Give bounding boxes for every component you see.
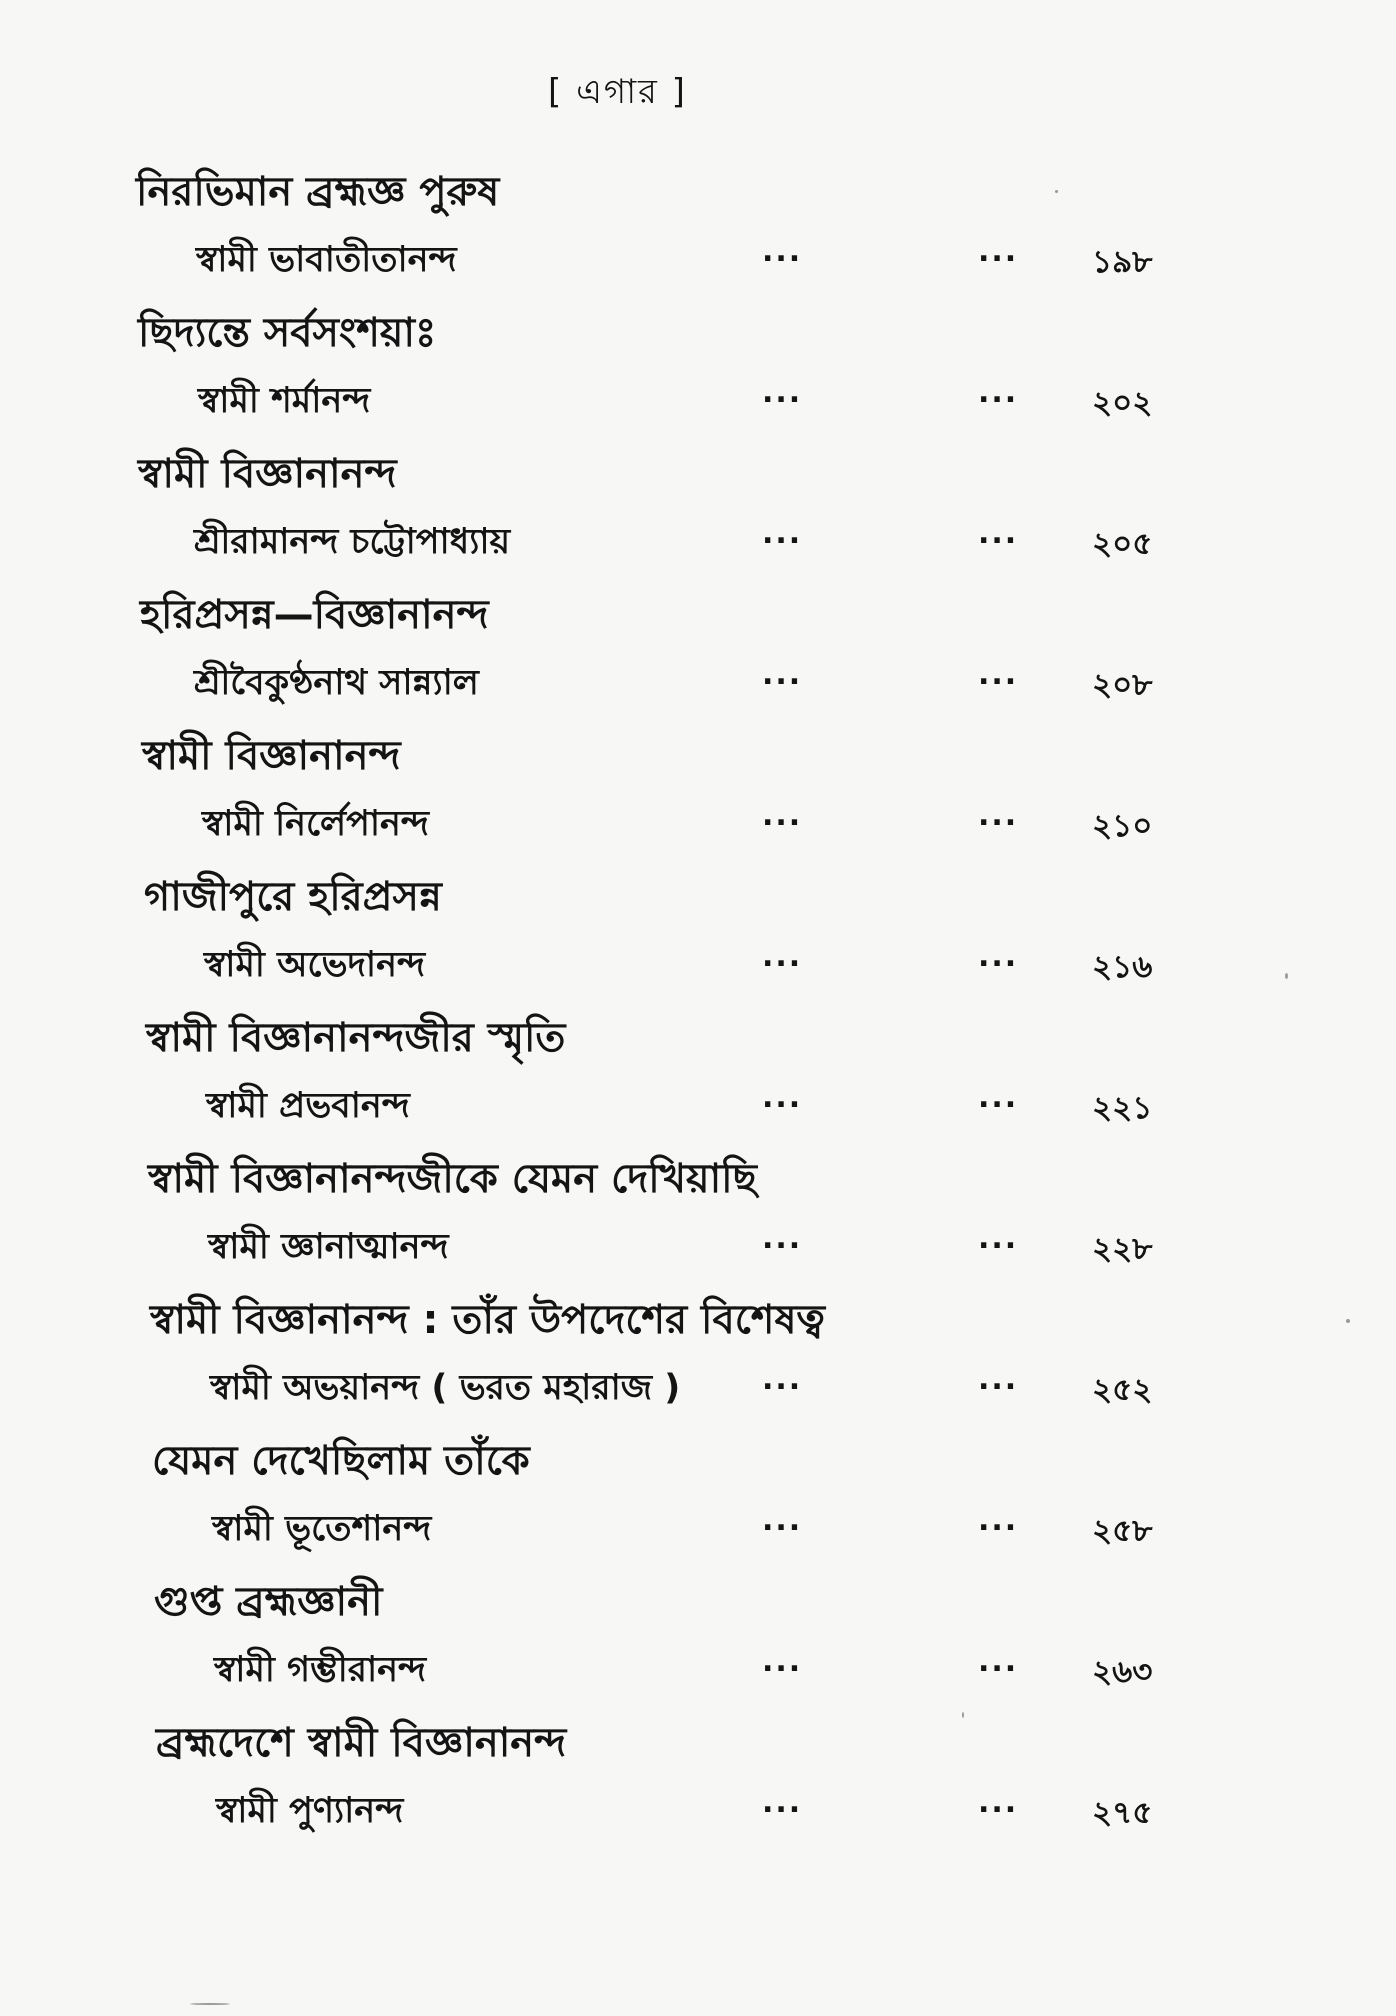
toc-entry — [0, 442, 1396, 583]
entry-author: স্বামী অভেদানন্দ — [204, 945, 426, 985]
paper-speck — [1055, 190, 1058, 193]
entry-title: ব্রহ্মদেশে স্বামী বিজ্ঞানানন্দ — [156, 1720, 567, 1766]
dot-leader: ... — [762, 939, 803, 974]
page-number: ২২৮ — [1092, 1231, 1153, 1267]
toc-entry — [0, 1429, 1396, 1570]
toc-entry — [0, 724, 1396, 865]
dot-leader: ... — [762, 375, 803, 410]
entry-title: স্বামী বিজ্ঞানানন্দজীকে যেমন দেখিয়াছি — [148, 1156, 757, 1202]
dot-leader: ... — [978, 939, 1019, 974]
toc-entry — [0, 1006, 1396, 1147]
entry-title: স্বামী বিজ্ঞানানন্দ — [142, 733, 401, 779]
toc-entry — [0, 160, 1396, 301]
paper-speck — [1346, 1319, 1350, 1323]
page-number: ২০৫ — [1092, 526, 1153, 562]
page-number: ২৫৮ — [1092, 1513, 1153, 1549]
page-number: ২৭৫ — [1092, 1795, 1153, 1831]
dot-leader: ... — [762, 1221, 803, 1256]
page-number: ২৬৩ — [1092, 1654, 1153, 1690]
dot-leader: ... — [762, 516, 803, 551]
entry-author: স্বামী শর্মানন্দ — [198, 381, 371, 421]
entry-title: গুপ্ত ব্রহ্মজ্ঞানী — [154, 1579, 383, 1625]
toc-entry — [0, 301, 1396, 442]
entry-title: ছিদ্যন্তে সর্বসংশয়াঃ — [138, 310, 437, 356]
entry-author: স্বামী পুণ্যানন্দ — [216, 1791, 404, 1831]
paper-speck — [962, 1712, 964, 1718]
page-header: [ এগার ] — [548, 72, 687, 112]
entry-author: স্বামী নির্লেপানন্দ — [202, 804, 430, 844]
dot-leader: ... — [978, 234, 1019, 269]
paper-speck — [190, 2003, 230, 2005]
paper-speck — [1285, 973, 1288, 979]
dot-leader: ... — [978, 1080, 1019, 1115]
page-number: ২০৮ — [1092, 667, 1153, 703]
entry-title: হরিপ্রসন্ন—বিজ্ঞানানন্দ — [140, 592, 489, 638]
page-number: ২০২ — [1092, 385, 1153, 421]
toc-entry — [0, 1288, 1396, 1429]
entry-title: স্বামী বিজ্ঞানানন্দ — [138, 451, 397, 497]
dot-leader: ... — [762, 798, 803, 833]
toc-entry — [0, 583, 1396, 724]
entry-author: স্বামী জ্ঞানাত্মানন্দ — [208, 1227, 449, 1267]
dot-leader: ... — [762, 1503, 803, 1538]
dot-leader: ... — [978, 657, 1019, 692]
dot-leader: ... — [762, 234, 803, 269]
entry-author: শ্রীবৈকুণ্ঠনাথ সান্ন্যাল — [194, 663, 479, 703]
entry-author: স্বামী অভয়ানন্দ ( ভরত মহারাজ ) — [210, 1368, 681, 1408]
entry-title: স্বামী বিজ্ঞানানন্দ : তাঁর উপদেশের বিশেষত্ব — [150, 1297, 825, 1343]
dot-leader: ... — [978, 375, 1019, 410]
page-number: ২১৬ — [1092, 949, 1153, 985]
toc-entry — [0, 1147, 1396, 1288]
toc-entry — [0, 865, 1396, 1006]
dot-leader: ... — [978, 798, 1019, 833]
entry-author: স্বামী গম্ভীরানন্দ — [214, 1650, 427, 1690]
dot-leader: ... — [762, 1362, 803, 1397]
page-number: ২১০ — [1092, 808, 1153, 844]
entry-author: শ্রীরামানন্দ চট্টোপাধ্যায় — [194, 522, 511, 562]
dot-leader: ... — [978, 1503, 1019, 1538]
entry-title: স্বামী বিজ্ঞানানন্দজীর স্মৃতি — [146, 1015, 566, 1061]
page-number: ২৫২ — [1092, 1372, 1153, 1408]
entry-title: নিরভিমান ব্রহ্মজ্ঞ পুরুষ — [136, 169, 500, 215]
entry-author: স্বামী ভাবাতীতানন্দ — [196, 240, 457, 280]
dot-leader: ... — [762, 1080, 803, 1115]
page-number: ২২১ — [1092, 1090, 1153, 1126]
dot-leader: ... — [978, 1644, 1019, 1679]
entry-author: স্বামী ভূতেশানন্দ — [212, 1509, 432, 1549]
dot-leader: ... — [762, 657, 803, 692]
entry-title: যেমন দেখেছিলাম তাঁকে — [152, 1438, 530, 1484]
dot-leader: ... — [978, 1221, 1019, 1256]
table-of-contents — [0, 160, 1396, 1852]
dot-leader: ... — [978, 1785, 1019, 1820]
dot-leader: ... — [762, 1785, 803, 1820]
entry-title: গাজীপুরে হরিপ্রসন্ন — [144, 874, 442, 920]
dot-leader: ... — [978, 516, 1019, 551]
toc-entry — [0, 1570, 1396, 1711]
entry-author: স্বামী প্রভবানন্দ — [206, 1086, 410, 1126]
page-number: ১৯৮ — [1092, 244, 1153, 280]
dot-leader: ... — [978, 1362, 1019, 1397]
toc-entry — [0, 1711, 1396, 1852]
dot-leader: ... — [762, 1644, 803, 1679]
